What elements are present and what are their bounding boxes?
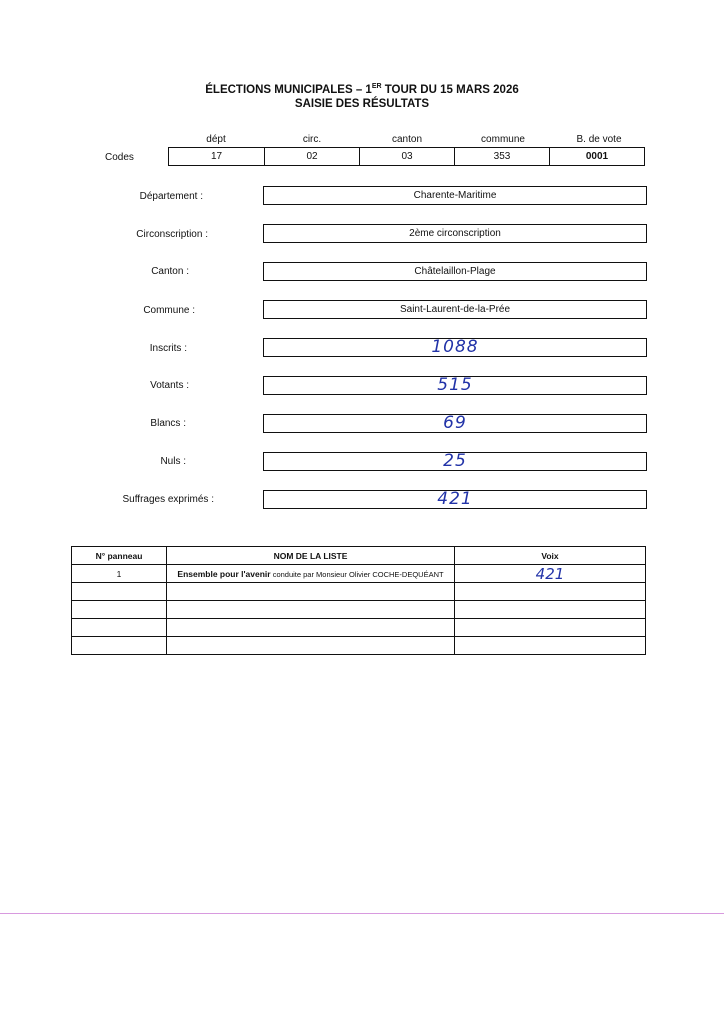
code-header-dept: dépt bbox=[206, 134, 226, 145]
panneau-header: N° panneau bbox=[72, 547, 167, 565]
commune-field: Saint-Laurent-de-la-Prée bbox=[263, 300, 647, 319]
table-row bbox=[72, 583, 646, 601]
table-row bbox=[72, 637, 646, 655]
document-subtitle: SAISIE DES RÉSULTATS bbox=[294, 98, 430, 110]
departement-label: Département : bbox=[139, 191, 203, 202]
inscrits-label: Inscrits : bbox=[149, 343, 187, 354]
table-row bbox=[72, 601, 646, 619]
blancs-field: 69 bbox=[263, 414, 647, 433]
document-title: ÉLECTIONS MUNICIPALES – 1ER TOUR DU 15 MARS 2026 bbox=[205, 83, 519, 96]
nuls-label: Nuls : bbox=[160, 456, 186, 467]
votants-field: 515 bbox=[263, 376, 647, 395]
nom-liste-header: NOM DE LA LISTE bbox=[167, 547, 455, 565]
empty-cell bbox=[72, 637, 167, 655]
nuls-field: 25 bbox=[263, 452, 647, 471]
code-circ-value: 02 bbox=[265, 148, 360, 166]
table-row bbox=[72, 565, 646, 583]
empty-cell bbox=[455, 601, 646, 619]
code-header-circ: circ. bbox=[302, 134, 322, 145]
empty-cell bbox=[167, 601, 455, 619]
empty-cell bbox=[72, 619, 167, 637]
code-canton-value: 03 bbox=[360, 148, 455, 166]
liste-name: Ensemble pour l'avenir bbox=[177, 568, 271, 579]
departement-field: Charente-Maritime bbox=[263, 186, 647, 205]
panneau-cell: 1 bbox=[72, 565, 167, 583]
blancs-label: Blancs : bbox=[150, 418, 186, 429]
lists-header-row bbox=[72, 547, 646, 565]
voix-header: Voix bbox=[455, 547, 646, 565]
circonscription-field: 2ème circonscription bbox=[263, 224, 647, 243]
scan-line-divider bbox=[0, 913, 724, 914]
code-bureau-value: 0001 bbox=[550, 148, 645, 166]
code-header-canton: canton bbox=[391, 134, 423, 145]
table-row bbox=[72, 619, 646, 637]
inscrits-field: 1088 bbox=[263, 338, 647, 357]
empty-cell bbox=[455, 583, 646, 601]
empty-cell bbox=[167, 583, 455, 601]
code-header-bureau: B. de vote bbox=[576, 134, 622, 145]
empty-cell bbox=[455, 637, 646, 655]
codes-table bbox=[168, 147, 645, 166]
code-header-commune: commune bbox=[481, 134, 525, 145]
nom-liste-cell bbox=[167, 565, 455, 583]
votants-label: Votants : bbox=[150, 380, 189, 391]
lists-table bbox=[71, 546, 646, 655]
empty-cell bbox=[455, 619, 646, 637]
codes-label: Codes bbox=[105, 152, 134, 163]
exprimes-field: 421 bbox=[263, 490, 647, 509]
exprimes-label: Suffrages exprimés : bbox=[122, 494, 214, 505]
canton-field: Châtelaillon-Plage bbox=[263, 262, 647, 281]
empty-cell bbox=[167, 637, 455, 655]
voix-cell: 421 bbox=[455, 565, 646, 583]
empty-cell bbox=[72, 583, 167, 601]
circonscription-label: Circonscription : bbox=[136, 229, 208, 240]
code-commune-value: 353 bbox=[455, 148, 550, 166]
commune-label: Commune : bbox=[143, 305, 195, 316]
liste-tete: conduite par Monsieur Olivier COCHE-DEQUÉANT bbox=[270, 569, 444, 579]
empty-cell bbox=[167, 619, 455, 637]
empty-cell bbox=[72, 601, 167, 619]
canton-label: Canton : bbox=[151, 266, 189, 277]
code-dept-value: 17 bbox=[169, 148, 265, 166]
